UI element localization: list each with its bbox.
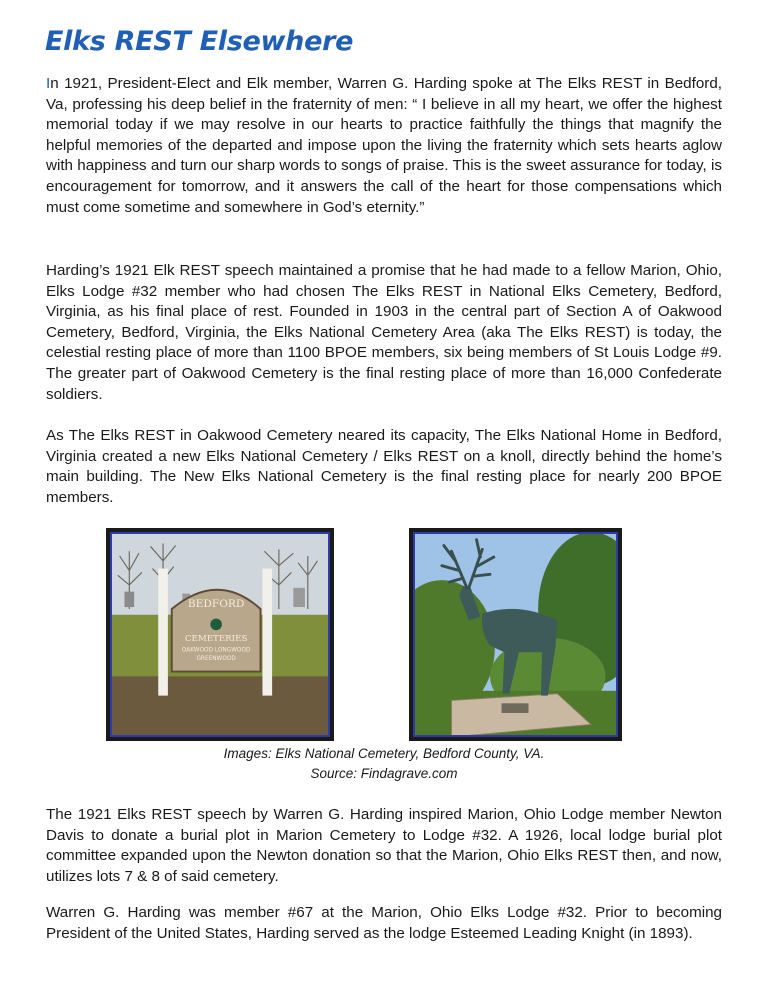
paragraph-elks-rest-history: Harding’s 1921 Elk REST speech maintained a promise that he had made to a fellow Marion, Ohio, Elks Lodge #32 member who had chosen The Elks REST in National Elks Cemetery, Bedford, Virginia, as his final place of rest. Founded in 1903 in the central part of Section A of Oakwood Cemetery, Bedford, Virginia, the Elks National Cemetery Area (aka The Elks REST) is today, the celestial resting place of more than 1100 BPOE members, six being members of St Louis Lodge #9. The greater part of Oakwood Cemetery is the final resting place of more than 16,000 Confederate soldiers. xyxy=(46,262,722,403)
image-caption: Images: Elks National Cemetery, Bedford County, VA. xyxy=(223,746,545,761)
photo-elk-statue xyxy=(409,528,622,741)
paragraph-text: n 1921, President-Elect and Elk member, Warren G. Harding spoke at The Elks REST in Bedford, Va, professing his deep belief in the fraternity of men: “ I believe in all my heart, we offer the highest memorial today if we may resolve in our hearts to practice faithfully the things that magnify the helpful memories of the departed and impose upon the living the fraternity which sets hearts aglow with happiness and turn our sharp words to songs of praise. This is the sweet assurance for today, is encouragement for tomorrow, and it answers the call of the heart for those compensations which must come sometime and somewhere in God’s eternity.” xyxy=(46,75,722,216)
drop-cap: I xyxy=(46,75,51,92)
sign-text-line3: OAKWOOD LONGWOOD xyxy=(181,647,251,654)
sign-text-line1: BEDFORD xyxy=(187,598,245,611)
sign-text-line4: GREENWOOD xyxy=(196,656,236,663)
paragraph-harding-speech xyxy=(46,74,722,218)
paragraph-marion-plot: The 1921 Elks REST speech by Warren G. Harding inspired Marion, Ohio Lodge member Newton Davis to donate a burial plot in Marion Cemetery to Lodge #32. A 1926, local lodge burial plot committee expanded upon the Newton donation so that the Marion, Ohio Elks REST then, and now, utilizes lots 7 & 8 of said cemetery. xyxy=(46,806,722,885)
page-title: Elks REST Elsewhere xyxy=(45,26,354,57)
image-source: Source: Findagrave.com xyxy=(310,766,458,781)
sign-text-line2: CEMETERIES xyxy=(184,633,248,644)
paragraph-new-cemetery: As The Elks REST in Oakwood Cemetery neared its capacity, The Elks National Home in Bedford, Virginia created a new Elks National Cemetery / Elks REST on a knoll, directly behind the home’s main building. The New Elks National Cemetery is the final resting place for nearly 200 BPOE members. xyxy=(46,427,722,506)
photo-bedford-cemeteries-sign xyxy=(106,528,334,741)
paragraph-harding-membership: Warren G. Harding was member #67 at the Marion, Ohio Elks Lodge #32. Prior to becoming President of the United States, Harding served as the lodge Esteemed Leading Knight (in 1893). xyxy=(46,904,722,942)
